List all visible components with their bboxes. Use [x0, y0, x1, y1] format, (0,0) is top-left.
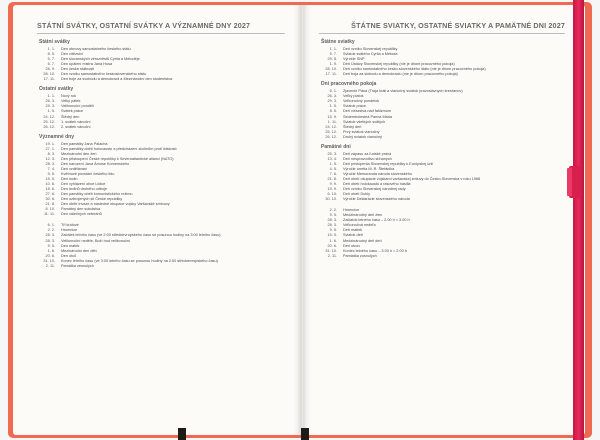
- holiday-name: Nový rok: [61, 94, 76, 99]
- holiday-name: Tři králové: [61, 223, 79, 228]
- holiday-date: 9. 5.: [329, 228, 337, 233]
- section-heading: Významné dny: [39, 133, 75, 140]
- holiday-name: Štědrý den: [61, 114, 80, 119]
- left-page: [13, 5, 301, 435]
- holiday-date: 1. 1.: [329, 47, 337, 51]
- holiday-date: 26. 12.: [43, 124, 55, 129]
- holiday-name: Prvý sviatok vianočný: [343, 129, 380, 134]
- holiday-name: Den památky Jana Palacha: [61, 141, 108, 146]
- holiday-name: Den vzniku samostatného československého státu: [61, 72, 147, 77]
- holiday-date: 25. 12.: [43, 119, 55, 124]
- holiday-date: 28. 9.: [45, 67, 55, 72]
- title-rule: [37, 33, 285, 34]
- holiday-date: 13. 4.: [327, 156, 337, 161]
- holiday-name: Deň otcov: [343, 243, 361, 248]
- holiday-name: 2. svátek vánoční: [61, 124, 91, 129]
- holiday-date: 2. 11.: [45, 263, 55, 268]
- holiday-name: Velikonoční pondělí: [61, 104, 94, 109]
- holiday-name: Deň obetí okupácie vojskami varšavskej zmluvy do Česko-Slovenska v roku 1968: [343, 176, 481, 181]
- holiday-name: Květnové povstání českého lidu: [61, 171, 115, 176]
- holiday-row: [39, 77, 289, 82]
- holiday-name: Pamiatka zosnulých: [343, 253, 377, 258]
- holiday-name: Den ozbrojených sil České republiky: [61, 197, 123, 202]
- holiday-name: Mezinárodní den žen: [61, 151, 97, 156]
- left-holiday-list: [39, 39, 289, 269]
- holiday-name: Památka zesnulých: [61, 263, 94, 268]
- holiday-name: Den obětí invaze a následné okupace vojsky Varšavské smlouvy: [61, 202, 170, 207]
- left-page-title: STÁTNÍ SVÁTKY, OSTATNÍ SVÁTKY A VÝZNAMNÉ DNY 2027: [37, 21, 251, 30]
- holiday-date: 2. 2.: [47, 228, 55, 233]
- section-heading: Štátne sviatky: [321, 39, 355, 45]
- right-page: [303, 5, 585, 435]
- holiday-date: 26. 3.: [327, 94, 337, 99]
- section-heading: Dni pracovného pokoja: [321, 81, 377, 88]
- right-holiday-list: [321, 39, 571, 259]
- holiday-date: 2. 11.: [327, 253, 337, 258]
- holiday-date: 28. 10.: [325, 67, 337, 72]
- holiday-name: Den vzdělávání: [61, 166, 88, 171]
- holiday-date: 1. 5.: [329, 161, 337, 166]
- holiday-date: 7. 4.: [47, 166, 55, 171]
- holiday-name: Den přistoupení České republiky k Severoatlantické alianci (NATO): [61, 156, 174, 161]
- holiday-date: 20. 6.: [45, 253, 55, 258]
- holiday-name: Deň boja za slobodu a demokraciu (nie je dňom pracovného pokoja): [343, 72, 458, 77]
- holiday-name: Den boje za svobodu a demokracii a Mezinárodní den studentstva: [61, 77, 173, 82]
- holiday-date: 28. 3.: [45, 233, 55, 238]
- holiday-name: Štedrý deň: [343, 124, 362, 129]
- holiday-name: Sviatok práce: [343, 104, 367, 109]
- holiday-name: Den české státnosti: [61, 67, 95, 72]
- holiday-name: Den obnovy samostatného českého státu: [61, 47, 131, 51]
- section-heading: Pamätné dni: [321, 143, 351, 150]
- planner-cover: [8, 2, 592, 438]
- holiday-date: 15. 9.: [327, 114, 337, 119]
- holiday-name: Hromnice: [61, 228, 78, 233]
- holiday-name: Den rodin: [61, 176, 78, 181]
- holiday-name: Den památky obětí holocaustu a předcházení zločinům proti lidskosti: [61, 146, 177, 151]
- holiday-date: 8. 5.: [47, 52, 55, 57]
- holiday-name: Veľkonočný pondelok: [343, 99, 380, 104]
- holiday-date: 8. 3.: [47, 151, 55, 156]
- holiday-date: 29. 8.: [327, 57, 337, 62]
- holiday-date: 24. 12.: [43, 114, 55, 119]
- holiday-date: 5. 7.: [329, 52, 337, 57]
- holiday-date: 17. 11.: [325, 72, 337, 77]
- holiday-date: 30. 10.: [325, 197, 337, 202]
- holiday-date: 6. 1.: [329, 89, 337, 94]
- holiday-name: Konec letního času (ve 3:00 letního času se posunou hodiny na 2:00 středoevropského času): [61, 258, 218, 263]
- holiday-name: Velký pátek: [61, 99, 81, 104]
- holiday-name: Velikonoční neděle, Boží hod velikonoční: [61, 238, 131, 243]
- holiday-date: 12. 3.: [45, 156, 55, 161]
- holiday-name: Deň obetí Dukly: [343, 192, 371, 197]
- holiday-name: Den upálení mistra Jana Husa: [61, 62, 113, 67]
- holiday-date: 1. 11.: [327, 119, 337, 124]
- holiday-date: 21. 8.: [45, 202, 55, 207]
- holiday-date: 25. 3.: [327, 151, 337, 156]
- holiday-name: Veľký piatok: [343, 94, 364, 99]
- holiday-date: 19. 9.: [327, 187, 337, 192]
- holiday-name: Den vyhlazení obce Lidice: [61, 182, 106, 187]
- holiday-name: Medzinárodný deň detí: [343, 238, 382, 243]
- elastic-band[interactable]: [573, 0, 584, 440]
- holiday-name: Den slovanských věrozvěstů Cyrila a Metoděje: [61, 57, 140, 62]
- holiday-name: Sviatok detí: [343, 233, 363, 238]
- holiday-date: 1. 9.: [329, 62, 337, 67]
- holiday-date: 1. 6.: [329, 238, 337, 243]
- holiday-name: Den válečných veteránů: [61, 212, 102, 217]
- holiday-name: 1. svátek vánoční: [61, 119, 91, 124]
- holiday-date: 6. 1.: [47, 223, 55, 228]
- holiday-date: 26. 3.: [45, 99, 55, 104]
- holiday-name: Den památky obětí komunistického režimu: [61, 192, 133, 197]
- holiday-name: Výročie Memoranda národa slovenského: [343, 171, 413, 176]
- holiday-date: 17. 11.: [43, 77, 55, 82]
- holiday-date: 9. 5.: [47, 243, 55, 248]
- holiday-date: 9. 5.: [329, 213, 337, 218]
- holiday-date: 18. 6.: [45, 187, 55, 192]
- holiday-date: 28. 3.: [327, 223, 337, 228]
- holiday-name: Den matek: [61, 243, 80, 248]
- holiday-name: Začátek letního času (ve 2:00 středoevropského času se posunou hodiny na 3:00 letního času): [61, 233, 221, 238]
- holiday-date: 7. 6.: [329, 171, 337, 176]
- holiday-name: Deň nespravodlivo stíhaných: [343, 156, 392, 161]
- holiday-date: 24. 12.: [325, 124, 337, 129]
- holiday-row: [39, 264, 289, 269]
- holiday-name: Sedembolestná Panna Mária: [343, 114, 392, 119]
- bookmark-ribbon: [301, 428, 309, 440]
- holiday-name: Mezinárodní den dětí: [61, 248, 97, 253]
- holiday-date: 5. 5.: [47, 171, 55, 176]
- holiday-date: 29. 3.: [327, 99, 337, 104]
- holiday-row: [39, 125, 289, 130]
- holiday-date: 1. 1.: [47, 47, 55, 51]
- holiday-name: Zjavenie Pána (Traja králi a vianočný sviatok pravoslávnych kresťanov): [343, 89, 463, 94]
- holiday-name: Deň vzniku Slovenskej národnej rady: [343, 187, 406, 192]
- pen-loop-highlight: [567, 168, 572, 196]
- holiday-date: 8. 10.: [45, 207, 55, 212]
- holiday-date: 28. 10.: [43, 72, 55, 77]
- holiday-date: 8. 5.: [329, 109, 337, 114]
- holiday-name: Deň víťazstva nad fašizmom: [343, 109, 392, 114]
- holiday-date: 31. 10.: [325, 248, 337, 253]
- holiday-date: 1. 6.: [47, 248, 55, 253]
- holiday-date: 9. 9.: [329, 182, 337, 187]
- holiday-name: Deň matiek: [343, 228, 363, 233]
- holiday-name: Výročie Deklarácie slovenského národa: [343, 197, 410, 202]
- holiday-date: 10. 6.: [45, 182, 55, 187]
- holiday-name: Deň Ústavy Slovenskej republiky (nie je dňom pracovného pokoja): [343, 62, 455, 67]
- holiday-date: 1. 1.: [47, 94, 55, 99]
- holiday-date: 21. 8.: [327, 176, 337, 181]
- holiday-name: Deň obetí holokaustu a rasového násilia: [343, 182, 411, 187]
- holiday-name: Výročie SNP: [343, 57, 365, 62]
- holiday-date: 28. 3.: [327, 218, 337, 223]
- holiday-name: Výročie úmrtia M. R. Štefánika: [343, 166, 395, 171]
- holiday-date: 1. 5.: [47, 109, 55, 114]
- holiday-name: Medzinárodný deň žien: [343, 213, 383, 218]
- holiday-date: 30. 6.: [45, 197, 55, 202]
- holiday-row: [321, 135, 571, 140]
- holiday-date: 27. 6.: [45, 192, 55, 197]
- holiday-name: Deň vzniku samostatného česko-slovenského štátu (nie je dňom pracovného pokoja): [343, 67, 486, 72]
- holiday-date: 6. 7.: [47, 62, 55, 67]
- holiday-date: 11. 11.: [43, 212, 55, 217]
- holiday-date: 15. 5.: [327, 233, 337, 238]
- holiday-name: Památný den sokolstva: [61, 207, 101, 212]
- holiday-name: Deň pristúpenia Slovenskej republiky k Európskej únii: [343, 161, 434, 166]
- holiday-name: Deň zápasu za ľudské práva: [343, 151, 392, 156]
- title-rule: [319, 33, 565, 34]
- holiday-date: 20. 6.: [327, 243, 337, 248]
- holiday-date: 27. 1.: [45, 146, 55, 151]
- holiday-date: 1. 5.: [329, 104, 337, 109]
- holiday-date: 5. 7.: [47, 57, 55, 62]
- holiday-name: Sviatok svätého Cyrila a Metoda: [343, 52, 398, 57]
- right-page-title: ŠTÁTNE SVIATKY, OSTATNÉ SVIATKY A PAMÄTNÉ DNI 2027: [351, 21, 565, 30]
- holiday-date: 4. 5.: [329, 166, 337, 171]
- holiday-name: Veľkonočná nedeľa: [343, 223, 376, 228]
- holiday-date: 29. 3.: [45, 104, 55, 109]
- holiday-name: Koniec letného času – 3.00 h = 2.00 h: [343, 248, 407, 253]
- holiday-row: [321, 72, 571, 77]
- holiday-date: 2. 2.: [329, 208, 337, 213]
- holiday-date: 6. 10.: [327, 192, 337, 197]
- holiday-row: [321, 254, 571, 259]
- holiday-date: 28. 3.: [45, 238, 55, 243]
- holiday-name: Hromnice: [343, 208, 360, 213]
- holiday-date: 19. 1.: [45, 141, 55, 146]
- holiday-name: Sviatok všetkých svätých: [343, 119, 386, 124]
- holiday-name: Začiatok letného času – 2.00 h = 3.00 h: [343, 218, 410, 223]
- holiday-date: 28. 3.: [45, 161, 55, 166]
- holiday-date: 25. 12.: [325, 129, 337, 134]
- section-heading: Ostatní svátky: [39, 86, 74, 93]
- holiday-name: Den narození Jana Ámose Komenského: [61, 161, 130, 166]
- holiday-name: Den vítězství: [61, 52, 83, 57]
- holiday-name: Deň vzniku Slovenskej republiky: [343, 47, 398, 51]
- holiday-name: Druhý sviatok vianočný: [343, 134, 383, 139]
- bookmark-ribbon: [178, 428, 186, 440]
- holiday-name: Den hrdinů druhého odboje: [61, 187, 108, 192]
- holiday-date: 31. 10.: [43, 258, 55, 263]
- section-heading: Státní svátky: [39, 39, 70, 45]
- holiday-name: Svátek práce: [61, 109, 84, 114]
- holiday-name: Den otců: [61, 253, 77, 258]
- holiday-date: 26. 12.: [325, 134, 337, 139]
- holiday-date: 15. 5.: [45, 176, 55, 181]
